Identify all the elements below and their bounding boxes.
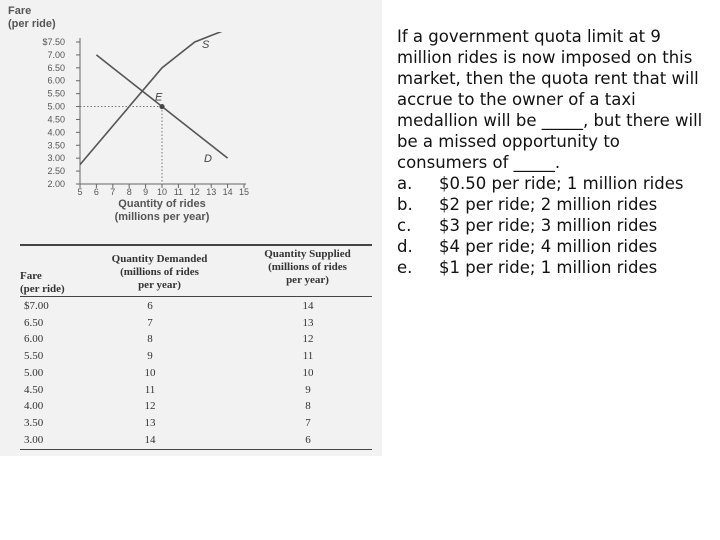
fare-quantity-table: [20, 244, 372, 454]
table-cell: 4.50: [24, 383, 44, 396]
table-cell: 6: [147, 300, 153, 312]
table-cell: $7.00: [24, 300, 49, 312]
column-header: Quantity Demanded (millions of rides per year): [111, 253, 208, 291]
table-cell: 9: [147, 350, 153, 363]
table-cell: 6.00: [24, 333, 44, 346]
table-cell: 6: [305, 433, 311, 446]
table-cell: 8: [147, 333, 153, 346]
y-tick-label: 4.50: [47, 114, 65, 125]
answer-option: [397, 215, 712, 236]
supply-demand-chart: [0, 0, 382, 240]
x-tick-label: 7: [110, 187, 116, 197]
equilibrium-point: [159, 104, 164, 109]
table-cell: 5.00: [24, 366, 44, 379]
x-tick-label: 11: [173, 187, 184, 197]
y-tick-label: $7.50: [42, 37, 65, 47]
table-top-rule: [20, 244, 372, 246]
table-bottom-rule: [20, 449, 372, 450]
table-cell: 13: [144, 416, 156, 429]
demand-curve-label: D: [204, 153, 212, 165]
column-header: Fare (per ride): [20, 270, 65, 295]
table-cell: 13: [302, 316, 314, 329]
table-cell: 6.50: [24, 316, 44, 329]
x-tick-label: 10: [156, 187, 168, 197]
table-cell: 8: [305, 400, 311, 413]
x-tick-label: 15: [238, 187, 250, 197]
x-tick-label: 12: [189, 187, 200, 197]
x-axis-title: Quantity of rides: [118, 198, 206, 210]
option-text: $2 per ride; 2 million rides: [439, 195, 658, 214]
y-tick-label: 5.50: [47, 88, 65, 99]
table-cell: 9: [305, 383, 311, 396]
option-text: $0.50 per ride; 1 million rides: [439, 174, 684, 193]
table-cell: 7: [147, 316, 153, 329]
option-text: $1 per ride; 1 million rides: [439, 258, 658, 277]
table-cell: 5.50: [24, 350, 44, 363]
table-cell: 10: [302, 366, 314, 379]
equilibrium-label: E: [155, 91, 163, 104]
answer-option: [397, 236, 712, 257]
answer-option: [397, 173, 712, 194]
y-axis-title: (per ride): [8, 18, 56, 30]
answer-option: [397, 257, 712, 278]
x-tick-label: 6: [93, 187, 99, 197]
y-tick-label: 6.00: [47, 75, 65, 86]
x-tick-label: 14: [222, 187, 233, 197]
option-letter: c.: [397, 216, 412, 235]
option-text: $3 per ride; 3 million rides: [439, 216, 658, 235]
y-tick-label: 3.50: [47, 140, 65, 151]
x-axis-title: (millions per year): [114, 211, 210, 223]
option-letter: e.: [397, 258, 413, 277]
table-cell: 11: [144, 383, 156, 396]
table-cell: 14: [302, 300, 314, 312]
y-tick-label: 7.00: [47, 49, 65, 60]
y-tick-label: 2.00: [47, 179, 65, 189]
option-text: $4 per ride; 4 million rides: [439, 237, 658, 256]
y-tick-label: 6.50: [47, 62, 65, 73]
answer-option: [397, 194, 712, 215]
answer-options: [397, 173, 712, 278]
supply-curve-label: S: [202, 39, 210, 51]
table-cell: 3.50: [24, 416, 44, 429]
y-tick-label: 3.00: [47, 153, 65, 164]
x-tick-label: 9: [143, 187, 149, 197]
table-cell: 14: [144, 433, 156, 446]
table-cell: 4.00: [24, 400, 44, 413]
y-tick-label: 4.00: [47, 127, 65, 138]
table-cell: 12: [144, 400, 156, 413]
y-tick-label: 2.50: [47, 166, 65, 177]
option-letter: d.: [397, 237, 413, 256]
option-letter: a.: [397, 174, 413, 193]
table-cell: 12: [302, 333, 314, 346]
question-panel: [397, 26, 712, 278]
table-cell: 7: [305, 416, 311, 429]
table-cell: 3.00: [24, 433, 44, 446]
table-cell: 10: [144, 366, 156, 379]
table-header-rule: [20, 296, 372, 297]
x-tick-label: 13: [206, 187, 217, 197]
x-tick-label: 8: [126, 187, 132, 197]
option-letter: b.: [397, 195, 413, 214]
table-cell: 11: [302, 350, 314, 363]
y-axis-title: Fare: [8, 5, 32, 17]
question-stem: If a government quota limit at 9 million rides is now imposed on this market, then the quota rent that will accrue to the owner of a taxi medallion will be _____, but there will be a missed opportunity to consumers of _____.: [397, 27, 703, 172]
column-header: Quantity Supplied (millions of rides per year): [264, 248, 351, 286]
x-tick-label: 5: [77, 187, 83, 197]
textbook-scan: [0, 0, 382, 456]
y-tick-label: 5.00: [47, 101, 65, 112]
